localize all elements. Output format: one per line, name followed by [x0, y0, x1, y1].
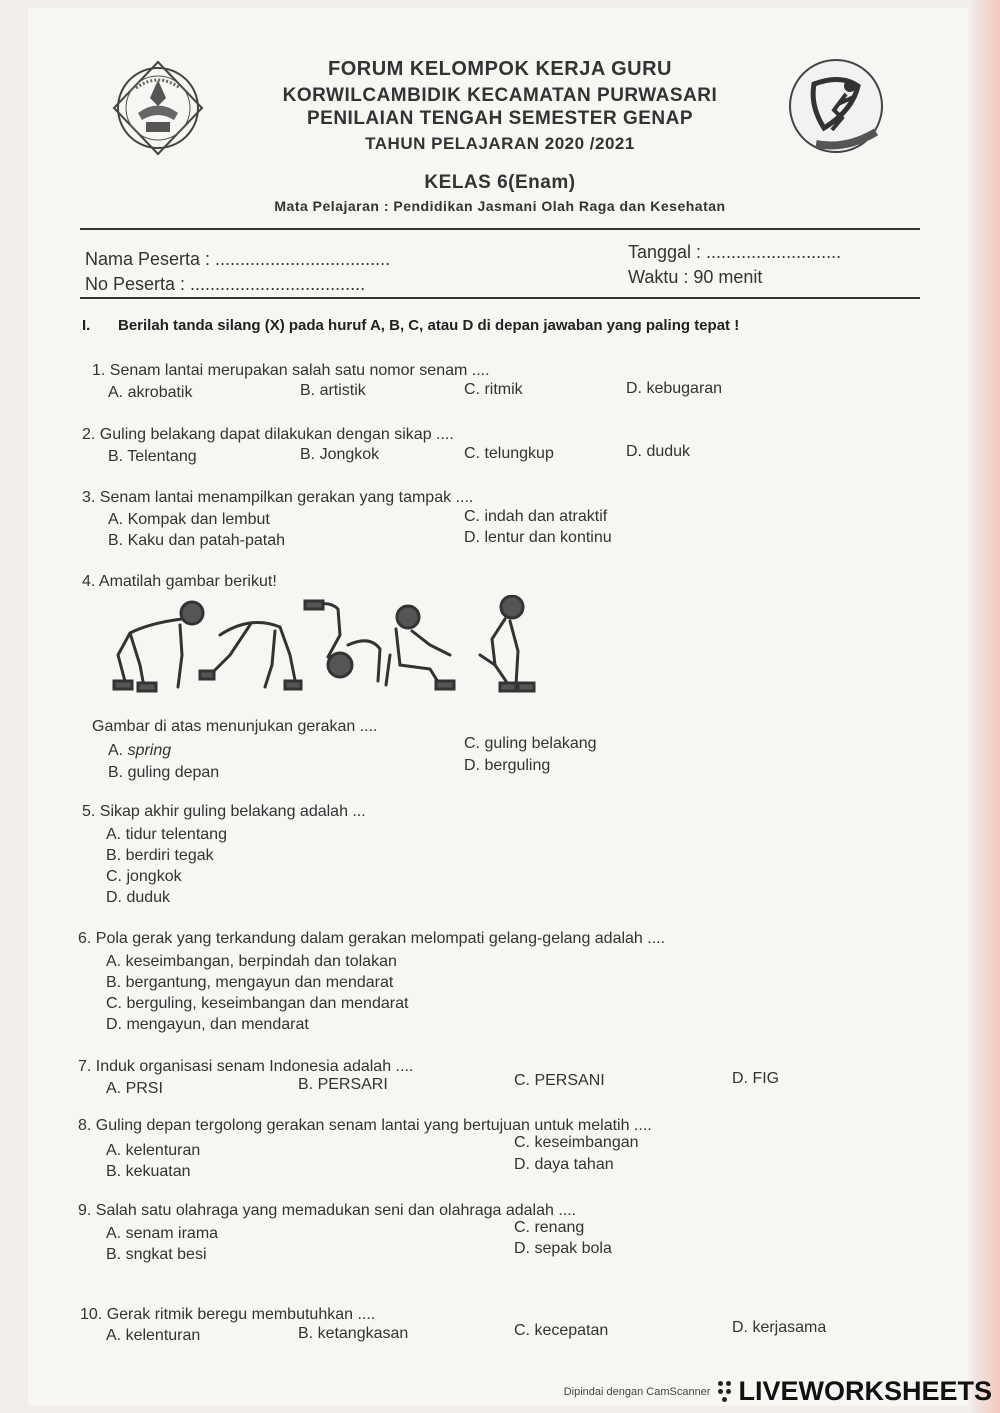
instruction-number: I.	[82, 317, 91, 334]
bottom-divider	[80, 297, 920, 299]
option-a: A. kelenturan	[106, 1327, 201, 1344]
option-d: D. kerjasama	[732, 1319, 827, 1336]
back-roll-sequence-figure	[100, 595, 540, 715]
top-divider	[80, 228, 920, 230]
option-b: B. Jongkok	[300, 446, 380, 463]
number-field: No Peserta : ...................................	[85, 274, 366, 294]
school-year: TAHUN PELAJARAN 2020 /2021	[365, 134, 635, 153]
option-a: A. senam irama	[106, 1225, 219, 1242]
option-d: D. kebugaran	[626, 380, 723, 397]
option-d: D. sepak bola	[514, 1240, 612, 1257]
option-c: C. ritmik	[464, 381, 523, 398]
question-8: 8. Guling depan tergolong gerakan senam lantai yang bertujuan untuk melatih ....	[78, 1117, 652, 1134]
option-a	[108, 742, 171, 760]
footer	[564, 1376, 992, 1407]
option-d: D. berguling	[464, 757, 551, 774]
option-c: C. jongkok	[106, 868, 182, 885]
option-a: A. kelenturan	[106, 1142, 201, 1159]
liveworksheets-logo-icon	[718, 1381, 734, 1403]
class-title: KELAS 6(Enam)	[424, 172, 576, 193]
option-a: A. PRSI	[106, 1080, 163, 1097]
option-b: B. kekuatan	[106, 1163, 191, 1180]
question-10: 10. Gerak ritmik beregu membutuhkan ....	[80, 1306, 376, 1323]
option-a: A. Kompak dan lembut	[108, 511, 270, 528]
question-7: 7. Induk organisasi senam Indonesia adalah ....	[78, 1058, 414, 1075]
option-a: A. tidur telentang	[106, 826, 227, 843]
option-c: C. indah dan atraktif	[464, 508, 608, 525]
question-1: 1. Senam lantai merupakan salah satu nomor senam ....	[92, 362, 490, 379]
brand-text: LIVEWORKSHEETS	[738, 1376, 992, 1406]
option-c: C. berguling, keseimbangan dan mendarat	[106, 995, 409, 1012]
option-d: D. daya tahan	[514, 1156, 614, 1173]
option-a-letter: A.	[108, 742, 128, 759]
option-b: B. guling depan	[108, 764, 220, 781]
option-b: B. Kaku dan patah-patah	[108, 532, 286, 549]
question-3: 3. Senam lantai menampilkan gerakan yang tampak ....	[82, 489, 474, 506]
option-c: C. keseimbangan	[514, 1134, 639, 1151]
option-c: C. kecepatan	[514, 1322, 609, 1339]
time-field: Waktu : 90 menit	[628, 267, 763, 287]
option-d: D. FIG	[732, 1070, 780, 1087]
office-title: KORWILCAMBIDIK KECAMATAN PURWASARI	[282, 85, 718, 106]
option-b: B. ketangkasan	[298, 1325, 409, 1342]
option-b: B. bergantung, mengayun dan mendarat	[106, 974, 394, 991]
option-a: B. Telentang	[108, 448, 197, 465]
exam-title: PENILAIAN TENGAH SEMESTER GENAP	[306, 108, 694, 129]
option-a: A. akrobatik	[108, 384, 193, 401]
question-5: 5. Sikap akhir guling belakang adalah ...	[82, 803, 366, 820]
question-6: 6. Pola gerak yang terkandung dalam gerakan melompati gelang-gelang adalah ....	[78, 930, 666, 947]
option-c: C. telungkup	[464, 445, 554, 462]
name-field: Nama Peserta : ...................................	[85, 249, 391, 269]
forum-title: FORUM KELOMPOK KERJA GURU	[328, 58, 672, 80]
option-b: B. artistik	[300, 382, 366, 399]
option-d: D. lentur dan kontinu	[464, 529, 612, 546]
option-c: C. guling belakang	[464, 735, 597, 752]
question-4-stem: Gambar di atas menunjukan gerakan ....	[92, 718, 378, 735]
option-b: B. berdiri tegak	[106, 847, 214, 864]
date-field: Tanggal : ...........................	[628, 242, 842, 262]
liveworksheets-brand[interactable]	[718, 1376, 992, 1407]
option-a-text: spring	[127, 742, 172, 759]
instruction-text: Berilah tanda silang (X) pada huruf A, B, C, atau D di depan jawaban yang paling tepat !	[118, 317, 740, 334]
scanner-note: Dipindai dengan CamScanner	[563, 1385, 711, 1398]
option-d: D. mengayun, dan mendarat	[106, 1016, 309, 1033]
option-d: D. duduk	[626, 443, 691, 460]
option-b: B. sngkat besi	[106, 1246, 207, 1263]
option-c: C. PERSANI	[514, 1072, 605, 1089]
question-2: 2. Guling belakang dapat dilakukan dengan sikap ....	[82, 426, 454, 443]
option-c: C. renang	[514, 1219, 585, 1236]
option-a: A. keseimbangan, berpindah dan tolakan	[106, 953, 397, 970]
option-b: B. PERSARI	[298, 1076, 388, 1093]
option-d: D. duduk	[106, 889, 171, 906]
question-4: 4. Amatilah gambar berikut!	[82, 573, 277, 590]
subject-title: Mata Pelajaran : Pendidikan Jasmani Olah Raga dan Kesehatan	[274, 198, 726, 214]
question-9: 9. Salah satu olahraga yang memadukan seni dan olahraga adalah ....	[78, 1202, 577, 1219]
